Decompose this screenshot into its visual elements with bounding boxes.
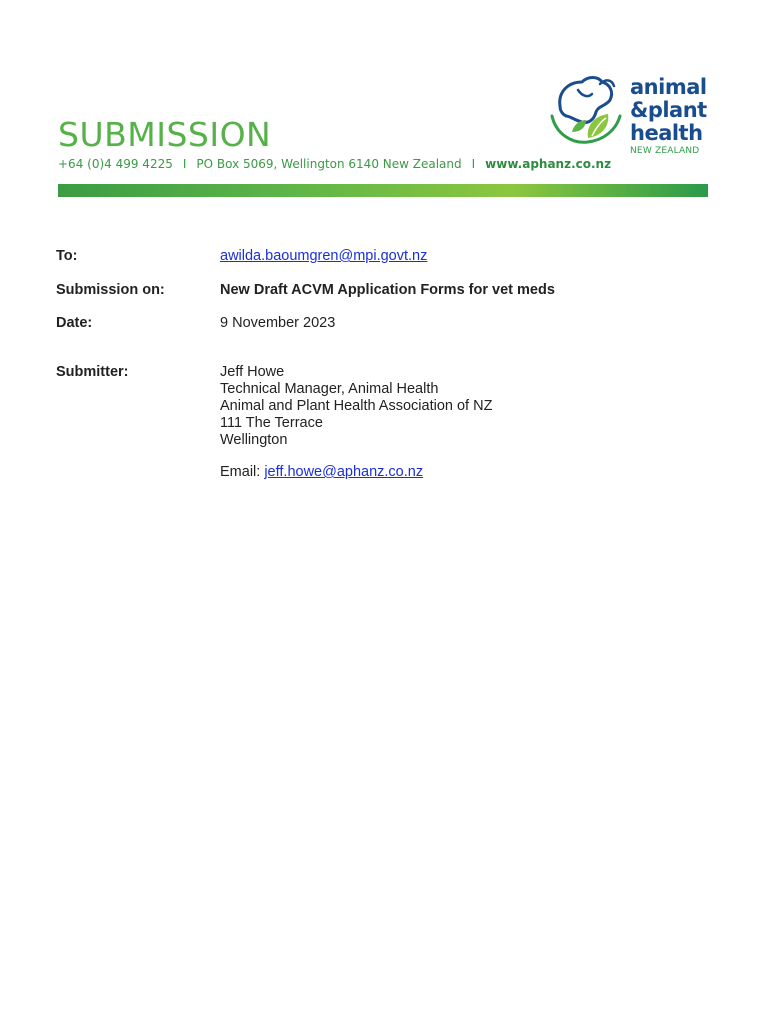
submitter-label: Submitter: (56, 364, 129, 380)
header-gradient-bar (58, 184, 708, 197)
contact-separator: I (471, 157, 476, 171)
submitter-title: Technical Manager, Animal Health (220, 381, 439, 397)
to-email-link[interactable]: awilda.baoumgren@mpi.govt.nz (220, 248, 428, 264)
logo-wordmark (630, 76, 707, 157)
to-label: To: (56, 248, 78, 264)
submitter-name: Jeff Howe (220, 364, 285, 380)
logo-line-new-zealand: NEW ZEALAND (630, 146, 700, 156)
submitter-email-line (220, 464, 423, 480)
document-title: SUBMISSION (58, 115, 272, 154)
email-prefix: Email: (220, 464, 265, 480)
submitter-organisation: Animal and Plant Health Association of NZ (220, 398, 493, 414)
contact-separator: I (182, 157, 187, 171)
to-value (220, 248, 427, 264)
date-value: 9 November 2023 (220, 315, 336, 331)
logo-line-plant: &plant (630, 98, 707, 122)
submission-on-value: New Draft ACVM Application Forms for vet meds (220, 282, 555, 298)
postal-address: PO Box 5069, Wellington 6140 New Zealand (196, 157, 462, 171)
submission-on-label: Submission on: (56, 282, 165, 298)
phone-number: +64 (0)4 499 4225 (58, 157, 173, 171)
submitter-details (220, 364, 492, 449)
submitter-email-link[interactable]: jeff.howe@aphanz.co.nz (264, 464, 424, 480)
website-link[interactable]: www.aphanz.co.nz (485, 157, 612, 171)
logo-line-animal: animal (630, 75, 707, 99)
logo-line-health: health (630, 121, 703, 145)
contact-line (58, 157, 611, 171)
submitter-city: Wellington (220, 432, 288, 448)
submitter-street: 111 The Terrace (220, 415, 323, 431)
date-label: Date: (56, 315, 93, 331)
